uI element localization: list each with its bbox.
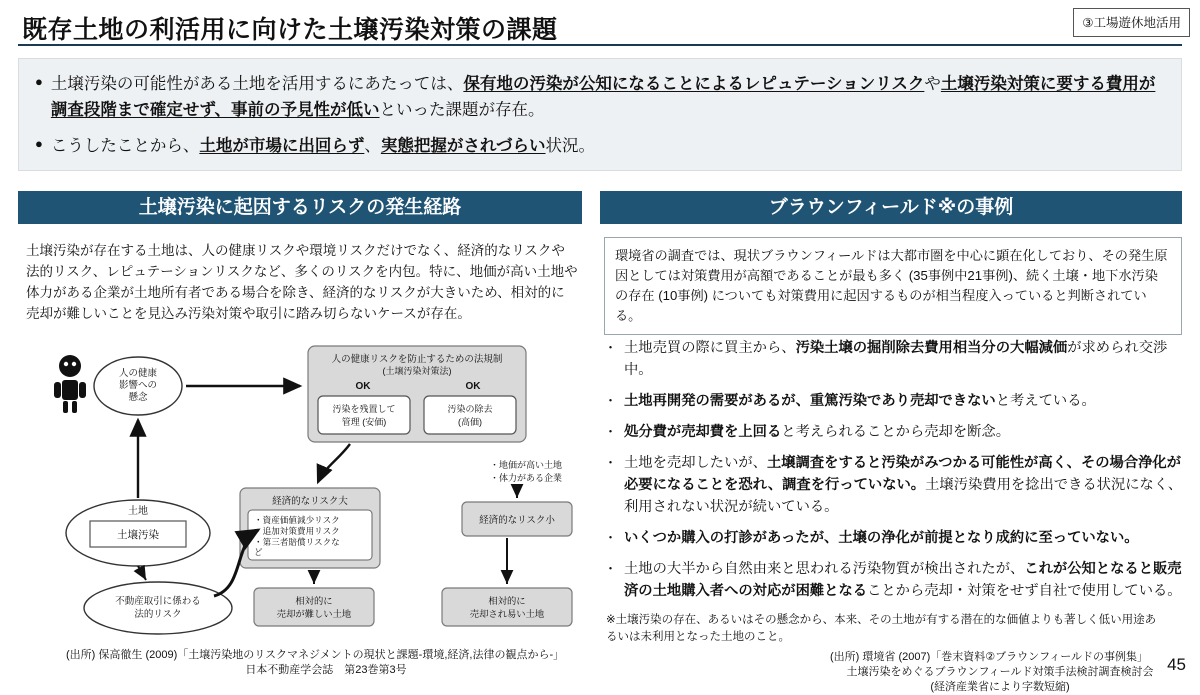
summary-bullet-2 [35, 133, 1165, 159]
list-item [604, 337, 1190, 381]
page-number: 45 [1167, 655, 1186, 674]
list-item [604, 421, 1190, 443]
svg-text:・第三者賠償リスクな: ・第三者賠償リスクな [254, 537, 340, 547]
svg-text:土地: 土地 [128, 506, 148, 517]
summary-bullet-1 [35, 71, 1165, 123]
emphasis-text: 処分費が売却費を上回る [624, 424, 782, 440]
svg-text:汚染の除去: 汚染の除去 [447, 404, 493, 414]
plain-text: 状況。 [545, 137, 596, 155]
emphasis-text: 汚染土壌の掘削除去費用相当分の大幅減価 [795, 340, 1068, 356]
svg-text:OK: OK [355, 381, 371, 392]
plain-text: 土壌汚染費用を捻出できる状況になく、利用されない状況が続いている。 [624, 477, 1183, 515]
svg-text:相対的に: 相対的に [295, 596, 333, 606]
list-item [604, 452, 1190, 518]
summary-bullet-1-text [51, 71, 1165, 123]
svg-text:・体力がある企業: ・体力がある企業 [490, 473, 563, 483]
right-source-line2: 土壌汚染をめぐるブラウンフィールド対策手法検討調査検討会 [846, 666, 1154, 678]
plain-text: 土壌汚染の可能性がある土地を活用するにあたっては、 [50, 75, 464, 93]
list-item [604, 390, 1190, 412]
svg-text:(高価): (高価) [458, 417, 482, 427]
bullet-icon: ・ [604, 393, 618, 408]
right-source-line3: (経済産業省により字数短縮) [930, 681, 1070, 693]
risk-flow-diagram [18, 338, 584, 638]
list-item-text [624, 452, 1190, 518]
svg-text:人の健康: 人の健康 [118, 368, 158, 379]
plain-text: といった課題が存在。 [379, 101, 545, 119]
left-source [66, 648, 586, 678]
left-source-line1: (出所) 保高徹生 (2009)「土壌汚染地のリスクマネジメントの現状と課題-環境,経済,法律の観点から-」 [66, 649, 565, 661]
emphasis-text: 土地が市場に出回らず [199, 137, 365, 155]
svg-text:法的リスク: 法的リスク [134, 609, 182, 620]
plain-text: 、 [364, 137, 381, 155]
bullet-icon: ● [35, 74, 43, 89]
person-icon [54, 355, 86, 413]
plain-text: 土地売買の際に買主から、 [624, 340, 796, 356]
bullet-icon: ・ [604, 455, 618, 470]
emphasis-text: 実態把握がされづらい [380, 137, 546, 155]
svg-text:売却され易い土地: 売却され易い土地 [469, 609, 545, 619]
list-item-text [624, 527, 1139, 549]
right-panel-intro: 環境省の調査では、現状ブラウンフィールドは大都市圏を中心に顕在化しており、その発生原因としては対策費用が高額であることが最も多く (35事例中21事例)、続く土壌・地下水汚染の存在 (10事例) についても対策費用に起因するものが相当程度入っていると判断されている。 [604, 237, 1182, 335]
emphasis-text: 土壌汚染対策に要する費用が調査段階まで確定せず、事前の予見性が低い [50, 75, 1156, 119]
plain-text: が求められ交渉中。 [624, 340, 1168, 378]
list-item-text [624, 390, 1096, 412]
svg-text:懸念: 懸念 [128, 392, 148, 403]
right-source [830, 650, 1170, 695]
list-item-text [624, 337, 1190, 381]
svg-text:・資産価値減少リスク: ・資産価値減少リスク [254, 515, 340, 525]
svg-text:汚染を残置して: 汚染を残置して [332, 404, 396, 414]
svg-text:土壌汚染: 土壌汚染 [117, 529, 159, 541]
plain-text: や [924, 75, 941, 93]
title-divider [18, 44, 1182, 46]
svg-text:・追加対策費用リスク: ・追加対策費用リスク [254, 526, 340, 536]
svg-text:管理 (安価): 管理 (安価) [341, 417, 387, 427]
list-item [604, 527, 1190, 549]
plain-text: 土地の大半から自然由来と思われる汚染物質が検出されたが、 [624, 561, 1025, 577]
list-item-text [624, 421, 1010, 443]
bullet-icon: ・ [604, 340, 618, 355]
list-item-text [624, 558, 1190, 602]
svg-text:影響への: 影響への [118, 380, 158, 391]
page-title: 既存土地の利活用に向けた土壌汚染対策の課題 [22, 16, 558, 44]
emphasis-text: 土地再開発の需要があるが、重篤汚染であり売却できない [624, 393, 996, 409]
left-source-line2: 日本不動産学会誌 第23巻第3号 [245, 664, 407, 676]
svg-text:人の健康リスクを防止するための法規制: 人の健康リスクを防止するための法規制 [331, 354, 503, 365]
svg-text:(土壌汚染対策法): (土壌汚染対策法) [382, 366, 452, 376]
left-panel-paragraph: 土壌汚染が存在する土地は、人の健康リスクや環境リスクだけでなく、経済的なリスクや法的リスク、レピュテーションリスクなど、多くのリスクを内包。特に、地価が高い土地や体力がある企業が土地所有者である場合を除き、経済的なリスクが大きいため、相対的に売却が難しいことを見込み汚染対策や取引に踏み切らないケースが存在。 [26, 243, 578, 321]
emphasis-text: 土壌調査をすると汚染がみつかる可能性が高く、その場合浄化が必要になることを恐れ、調査を行っていない。 [624, 455, 1182, 493]
emphasis-text: 保有地の汚染が公知になることによるレピュテーションリスク [463, 75, 925, 93]
plain-text: こうしたことから、 [50, 137, 200, 155]
bullet-icon: ・ [604, 530, 618, 545]
plain-text: と考えられることから売却を断念。 [781, 424, 1011, 440]
svg-text:経済的なリスク大: 経済的なリスク大 [272, 496, 348, 507]
svg-text:経済的なリスク小: 経済的なリスク小 [479, 515, 555, 526]
svg-text:ど: ど [254, 547, 263, 557]
svg-text:・地価が高い土地: ・地価が高い土地 [490, 460, 563, 470]
right-source-line1: (出所) 環境省 (2007)「巻末資料②ブラウンフィールドの事例集」 [830, 651, 1148, 663]
bullet-icon: ・ [604, 424, 618, 439]
bullet-icon: ● [35, 136, 43, 151]
svg-text:不動産取引に係わる: 不動産取引に係わる [115, 596, 201, 607]
right-panel-heading: ブラウンフィールド※の事例 [600, 191, 1182, 224]
svg-text:相対的に: 相対的に [488, 596, 526, 606]
left-panel-heading: 土壌汚染に起因するリスクの発生経路 [18, 191, 582, 224]
bullet-icon: ・ [604, 561, 618, 576]
emphasis-text: これが公知となると販売済の土地購入者への対応が困難となる [624, 561, 1182, 599]
summary-box [18, 58, 1182, 171]
svg-text:OK: OK [465, 381, 481, 392]
svg-text:売却が難しい土地: 売却が難しい土地 [276, 609, 352, 619]
plain-text: ことから売却・対策をせず自社で使用している。 [867, 583, 1182, 599]
footnote: ※土壌汚染の存在、あるいはその懸念から、本来、その土地が有する潜在的な価値よりも著しく低い用途あるいは未利用となった土地のこと。 [606, 614, 1157, 643]
emphasis-text: いくつか購入の打診があったが、土壌の浄化が前提となり成約に至っていない。 [624, 530, 1139, 546]
plain-text: と考えている。 [995, 393, 1096, 409]
case-list [604, 337, 1190, 611]
plain-text: 土地を売却したいが、 [624, 455, 767, 471]
list-item [604, 558, 1190, 602]
summary-bullet-2-text [51, 133, 595, 159]
section-tag: ③工場遊休地活用 [1073, 8, 1190, 37]
